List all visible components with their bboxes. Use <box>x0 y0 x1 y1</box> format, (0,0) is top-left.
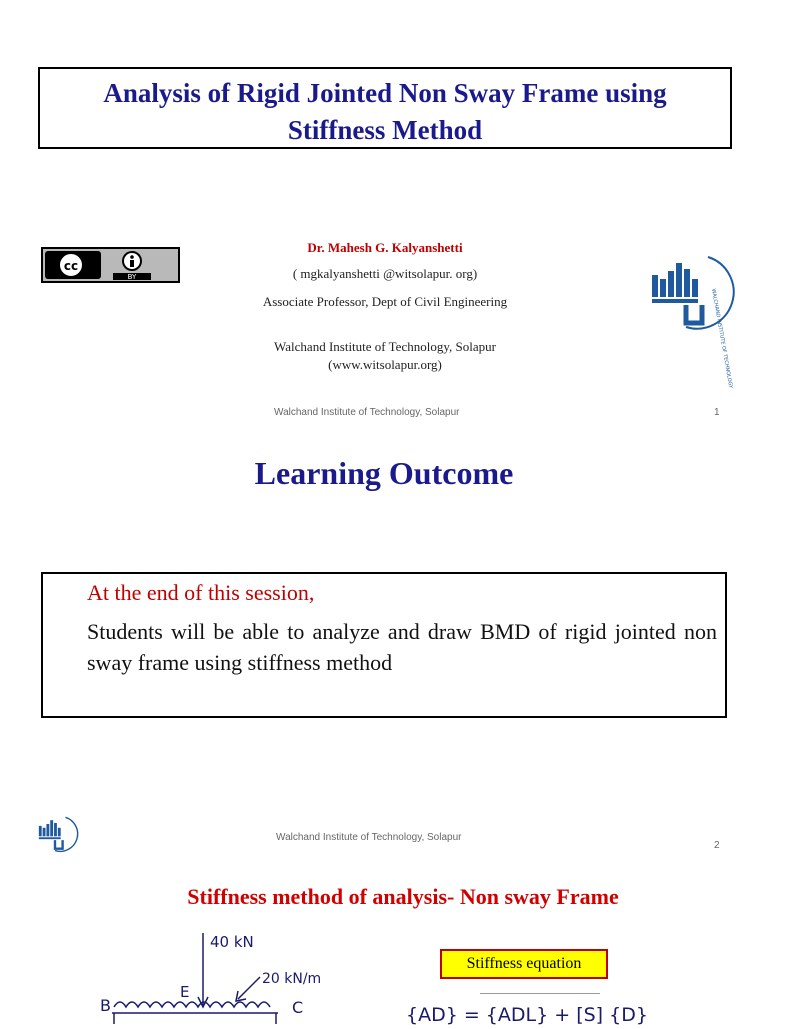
frame-sketch-drawing <box>100 925 360 1024</box>
by-text: BY <box>127 273 137 281</box>
author-email[interactable]: ( mgkalyanshetti @witsolapur. org) <box>292 266 478 281</box>
stiffness-method-heading: Stiffness method of analysis- Non sway Frame <box>187 884 619 909</box>
slide1-footer: Walchand Institute of Technology, Solapur <box>274 407 460 418</box>
slide1-title-line2: Stiffness Method <box>287 115 483 145</box>
logo-ring-text: WALCHAND INSTITUTE OF TECHNOLOGY <box>710 288 734 389</box>
slide2-page-number: 2 <box>714 840 720 851</box>
slide1-page-number: 1 <box>714 407 720 418</box>
wit-logo-icon <box>646 249 734 389</box>
institute-name: Walchand Institute of Technology, Solapur <box>274 339 496 354</box>
joint-b-label: B <box>100 996 111 1015</box>
cc-text: cc <box>63 259 79 273</box>
wit-logo <box>646 249 734 389</box>
point-e-label: E <box>180 983 190 1001</box>
divider <box>480 993 600 994</box>
slide1-title-box <box>38 67 732 149</box>
learning-outcome-intro: At the end of this session, <box>87 580 315 605</box>
point-load-label: 40 kN <box>210 933 254 951</box>
wit-logo-small <box>36 810 74 856</box>
slide1-title-line1: Analysis of Rigid Jointed Non Sway Frame using <box>103 78 667 108</box>
author-position: Associate Professor, Dept of Civil Engineering <box>262 294 508 309</box>
learning-outcome-text: Students will be able to analyze and draw BMD of rigid jointed non sway frame using stiffness method <box>87 619 717 675</box>
stiffness-equation-handwritten: {AD} = {ADL} + [S] {D} <box>406 1004 648 1026</box>
wit-logo-small-icon <box>36 810 74 856</box>
author-name: Dr. Mahesh G. Kalyanshetti <box>307 240 463 255</box>
learning-outcome-heading: Learning Outcome <box>254 455 514 491</box>
slide2-footer: Walchand Institute of Technology, Solapur <box>276 832 462 843</box>
frame-sketch <box>100 925 360 1024</box>
stiffness-equation-box: Stiffness equation <box>440 949 608 979</box>
cc-by-license-badge[interactable] <box>41 247 180 283</box>
cc-by-icon <box>43 249 178 281</box>
joint-c-label: C <box>292 998 304 1017</box>
institute-website[interactable]: (www.witsolapur.org) <box>328 357 442 372</box>
udl-label: 20 kN/m <box>262 971 322 987</box>
